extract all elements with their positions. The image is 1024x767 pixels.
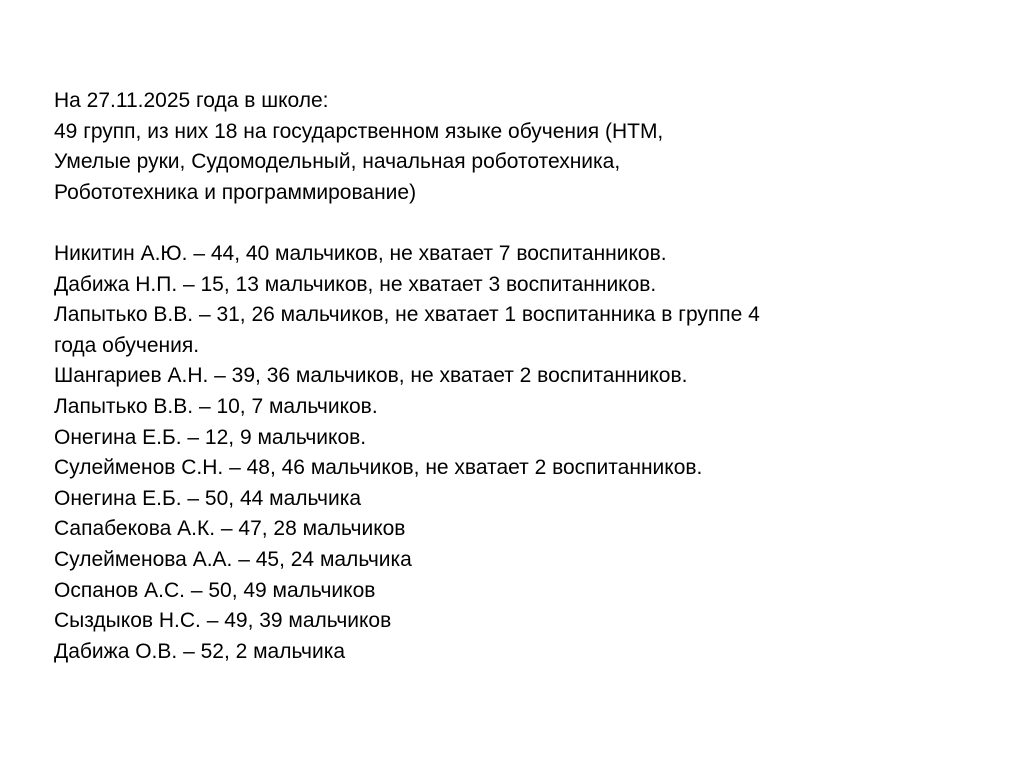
teacher-line: Дабижа Н.П. – 15, 13 мальчиков, не хватает 3 воспитанников. [54,272,657,296]
teacher-line: Никитин А.Ю. – 44, 40 мальчиков, не хватает 7 воспитанников. [54,241,667,265]
teacher-line: Онегина Е.Б. – 50, 44 мальчика [54,486,362,510]
teacher-line: Лапытько В.В. – 10, 7 мальчиков. [54,394,378,418]
teacher-line: Лапытько В.В. – 31, 26 мальчиков, не хватает 1 воспитанника в группе 4 [54,303,760,327]
summary-line: 49 групп, из них 18 на государственном языке обучения (НТМ, [54,119,664,143]
blank-line [54,208,994,239]
teacher-line: Онегина Е.Б. – 12, 9 мальчиков. [54,425,367,449]
summary-line: Умелые руки, Судомодельный, начальная робототехника, [54,150,621,174]
teacher-line: Шангариев А.Н. – 39, 36 мальчиков, не хватает 2 воспитанников. [54,364,688,388]
teacher-line: Оспанов А.С. – 50, 49 мальчиков [54,578,376,602]
teacher-line: Сыздыков Н.С. – 49, 39 мальчиков [54,609,392,633]
teacher-line: Сулейменова А.А. – 45, 24 мальчика [54,547,412,571]
slide-text-block [54,86,994,667]
teacher-line: года обучения. [54,333,200,357]
teacher-line: Дабижа О.В. – 52, 2 мальчика [54,639,346,663]
teacher-line: Сулейменов С.Н. – 48, 46 мальчиков, не хватает 2 воспитанников. [54,456,703,480]
summary-line: Робототехника и программирование) [54,180,417,204]
date-line: На 27.11.2025 года в школе: [54,89,329,112]
teacher-line: Сапабекова А.К. – 47, 28 мальчиков [54,517,406,541]
